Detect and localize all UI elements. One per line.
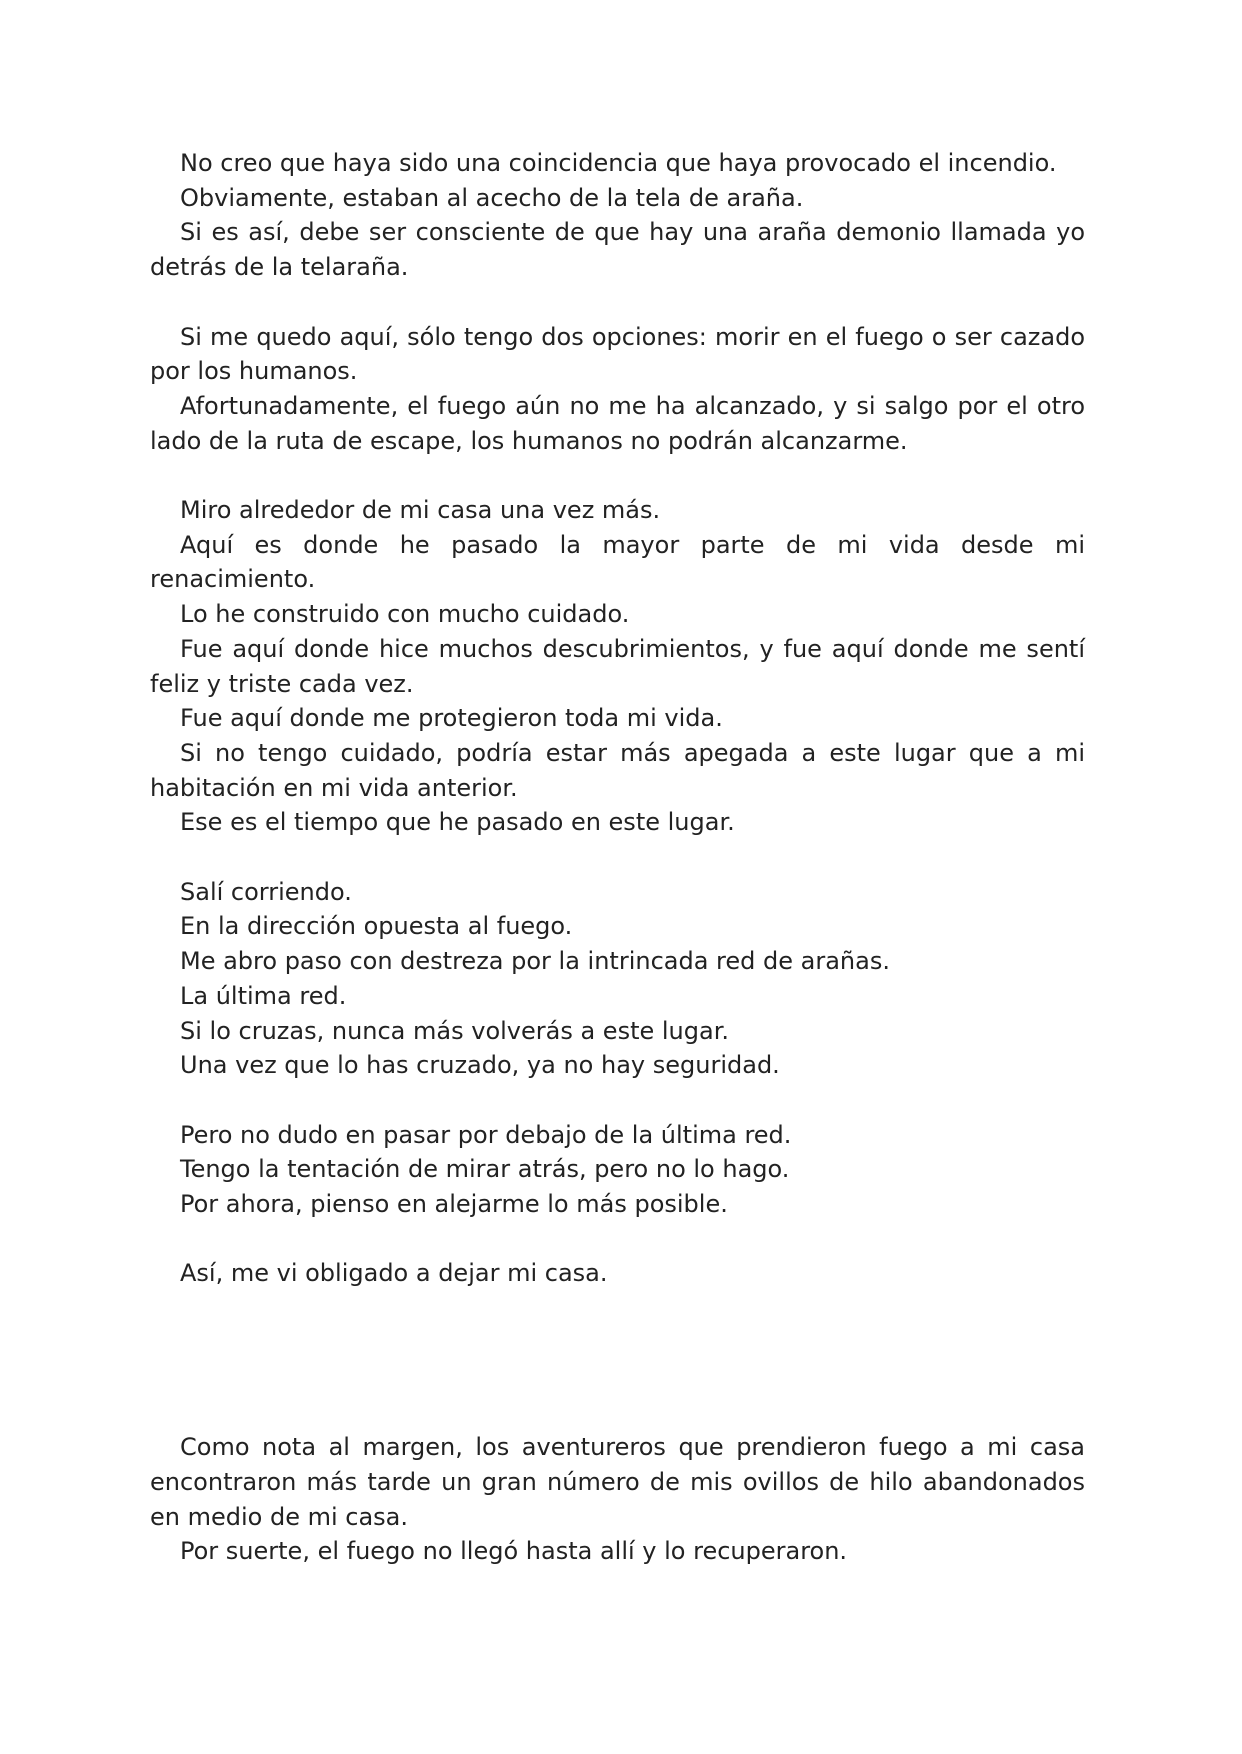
paragraph: La última red. — [180, 981, 347, 1010]
paragraph: Tengo la tentación de mirar atrás, pero no lo hago. — [180, 1155, 790, 1184]
paragraph: Aquí es donde he pasado la mayor parte de mi vida desde mi renacimiento. — [150, 530, 1085, 594]
paragraph: Pero no dudo en pasar por debajo de la última red. — [180, 1120, 792, 1149]
paragraph-spacer — [150, 1083, 1085, 1118]
paragraph: Salí corriendo. — [180, 877, 352, 906]
paragraph: Si es así, debe ser consciente de que hay una araña demonio llamada yo detrás de la telaraña. — [150, 218, 1085, 282]
paragraph-spacer — [150, 840, 1085, 875]
paragraph: Fue aquí donde me protegieron toda mi vida. — [180, 704, 723, 733]
paragraph: Si lo cruzas, nunca más volverás a este lugar. — [180, 1016, 729, 1045]
paragraph-spacer — [150, 1222, 1085, 1257]
paragraph: Por suerte, el fuego no llegó hasta allí y lo recuperaron. — [180, 1537, 848, 1566]
paragraph: Así, me vi obligado a dejar mi casa. — [180, 1259, 608, 1288]
section-break — [150, 1291, 1085, 1430]
paragraph: Fue aquí donde hice muchos descubrimientos, y fue aquí donde me sentí feliz y triste cada vez. — [150, 634, 1085, 698]
paragraph: Miro alrededor de mi casa una vez más. — [180, 496, 661, 524]
paragraph: Por ahora, pienso en alejarme lo más posible. — [180, 1190, 728, 1219]
body-text — [150, 146, 1085, 1569]
paragraph: Si no tengo cuidado, podría estar más apegada a este lugar que a mi habitación en mi vida anterior. — [150, 738, 1085, 802]
paragraph: Como nota al margen, los aventureros que prendieron fuego a mi casa encontraron más tarde un gran número de mis ovillos de hilo abandonados en medio de mi casa. — [150, 1433, 1085, 1531]
paragraph: Lo he construido con mucho cuidado. — [180, 600, 630, 629]
paragraph: Si me quedo aquí, sólo tengo dos opciones: morir en el fuego o ser cazado por los humanos. — [150, 322, 1085, 386]
paragraph: Me abro paso con destreza por la intrincada red de arañas. — [180, 947, 890, 976]
paragraph-spacer — [150, 458, 1085, 493]
paragraph: Ese es el tiempo que he pasado en este lugar. — [180, 808, 735, 837]
paragraph: No creo que haya sido una coincidencia que haya provocado el incendio. — [180, 149, 1057, 177]
paragraph: En la dirección opuesta al fuego. — [180, 912, 573, 941]
paragraph-spacer — [150, 285, 1085, 320]
paragraph: Una vez que lo has cruzado, ya no hay seguridad. — [180, 1051, 780, 1080]
paragraph: Obviamente, estaban al acecho de la tela de araña. — [180, 183, 804, 212]
paragraph: Afortunadamente, el fuego aún no me ha alcanzado, y si salgo por el otro lado de la ruta de escape, los humanos no podrán alcanzarme. — [150, 391, 1085, 455]
